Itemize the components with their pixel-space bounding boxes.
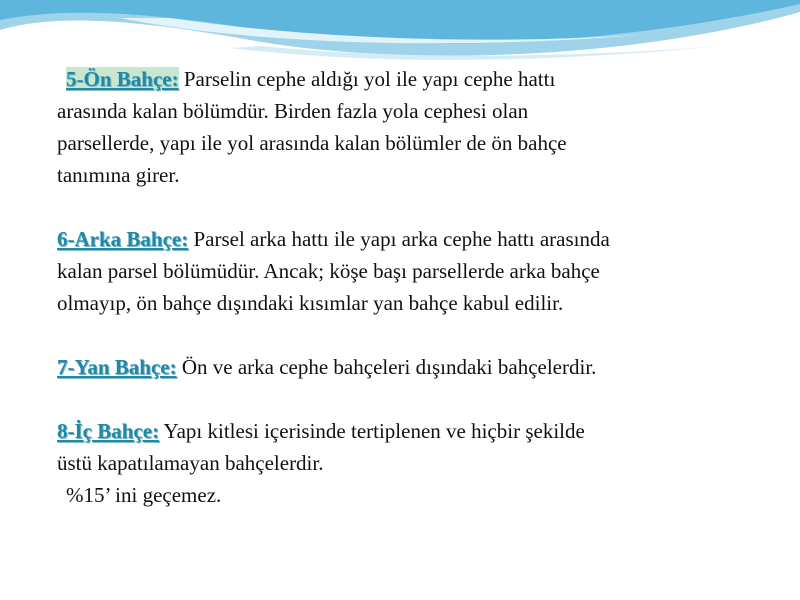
section-text: parsellerde, yapı ile yol arasında kalan bölümler de ön bahçe [57, 131, 567, 155]
section-line [57, 63, 777, 95]
section-term: 5-Ön Bahçe: [66, 67, 179, 91]
section-text: %15’ ini geçemez. [66, 483, 222, 507]
section-line [57, 223, 777, 255]
section-text: kalan parsel bölümüdür. Ancak; köşe başı parsellerde arka bahçe [57, 259, 600, 283]
section-yan-bahce [57, 351, 777, 383]
section-text: Yapı kitlesi içerisinde tertiplenen ve hiçbir şekilde [163, 419, 585, 443]
section-text: arasında kalan bölümdür. Birden fazla yola cephesi olan [57, 99, 529, 123]
section-text: olmayıp, ön bahçe dışındaki kısımlar yan bahçe kabul edilir. [57, 291, 564, 315]
section-text: Parselin cephe aldığı yol ile yapı cephe hattı [183, 67, 556, 91]
slide-body [57, 63, 777, 543]
section-text: tanımına girer. [57, 163, 180, 187]
section-term: 7-Yan Bahçe: [57, 355, 177, 379]
section-text: Parsel arka hattı ile yapı arka cephe hattı arasında [193, 227, 610, 251]
section-line [57, 415, 777, 447]
section-on-bahce [57, 63, 777, 191]
section-term: 6-Arka Bahçe: [57, 227, 189, 251]
section-text: üstü kapatılamayan bahçelerdir. [57, 451, 324, 475]
section-arka-bahce [57, 223, 777, 319]
header-wave-decoration [0, 0, 800, 70]
section-term: 8-İç Bahçe: [57, 419, 160, 443]
section-ic-bahce [57, 415, 777, 511]
section-line [57, 351, 777, 383]
section-text: Ön ve arka cephe bahçeleri dışındaki bahçelerdir. [181, 355, 597, 379]
